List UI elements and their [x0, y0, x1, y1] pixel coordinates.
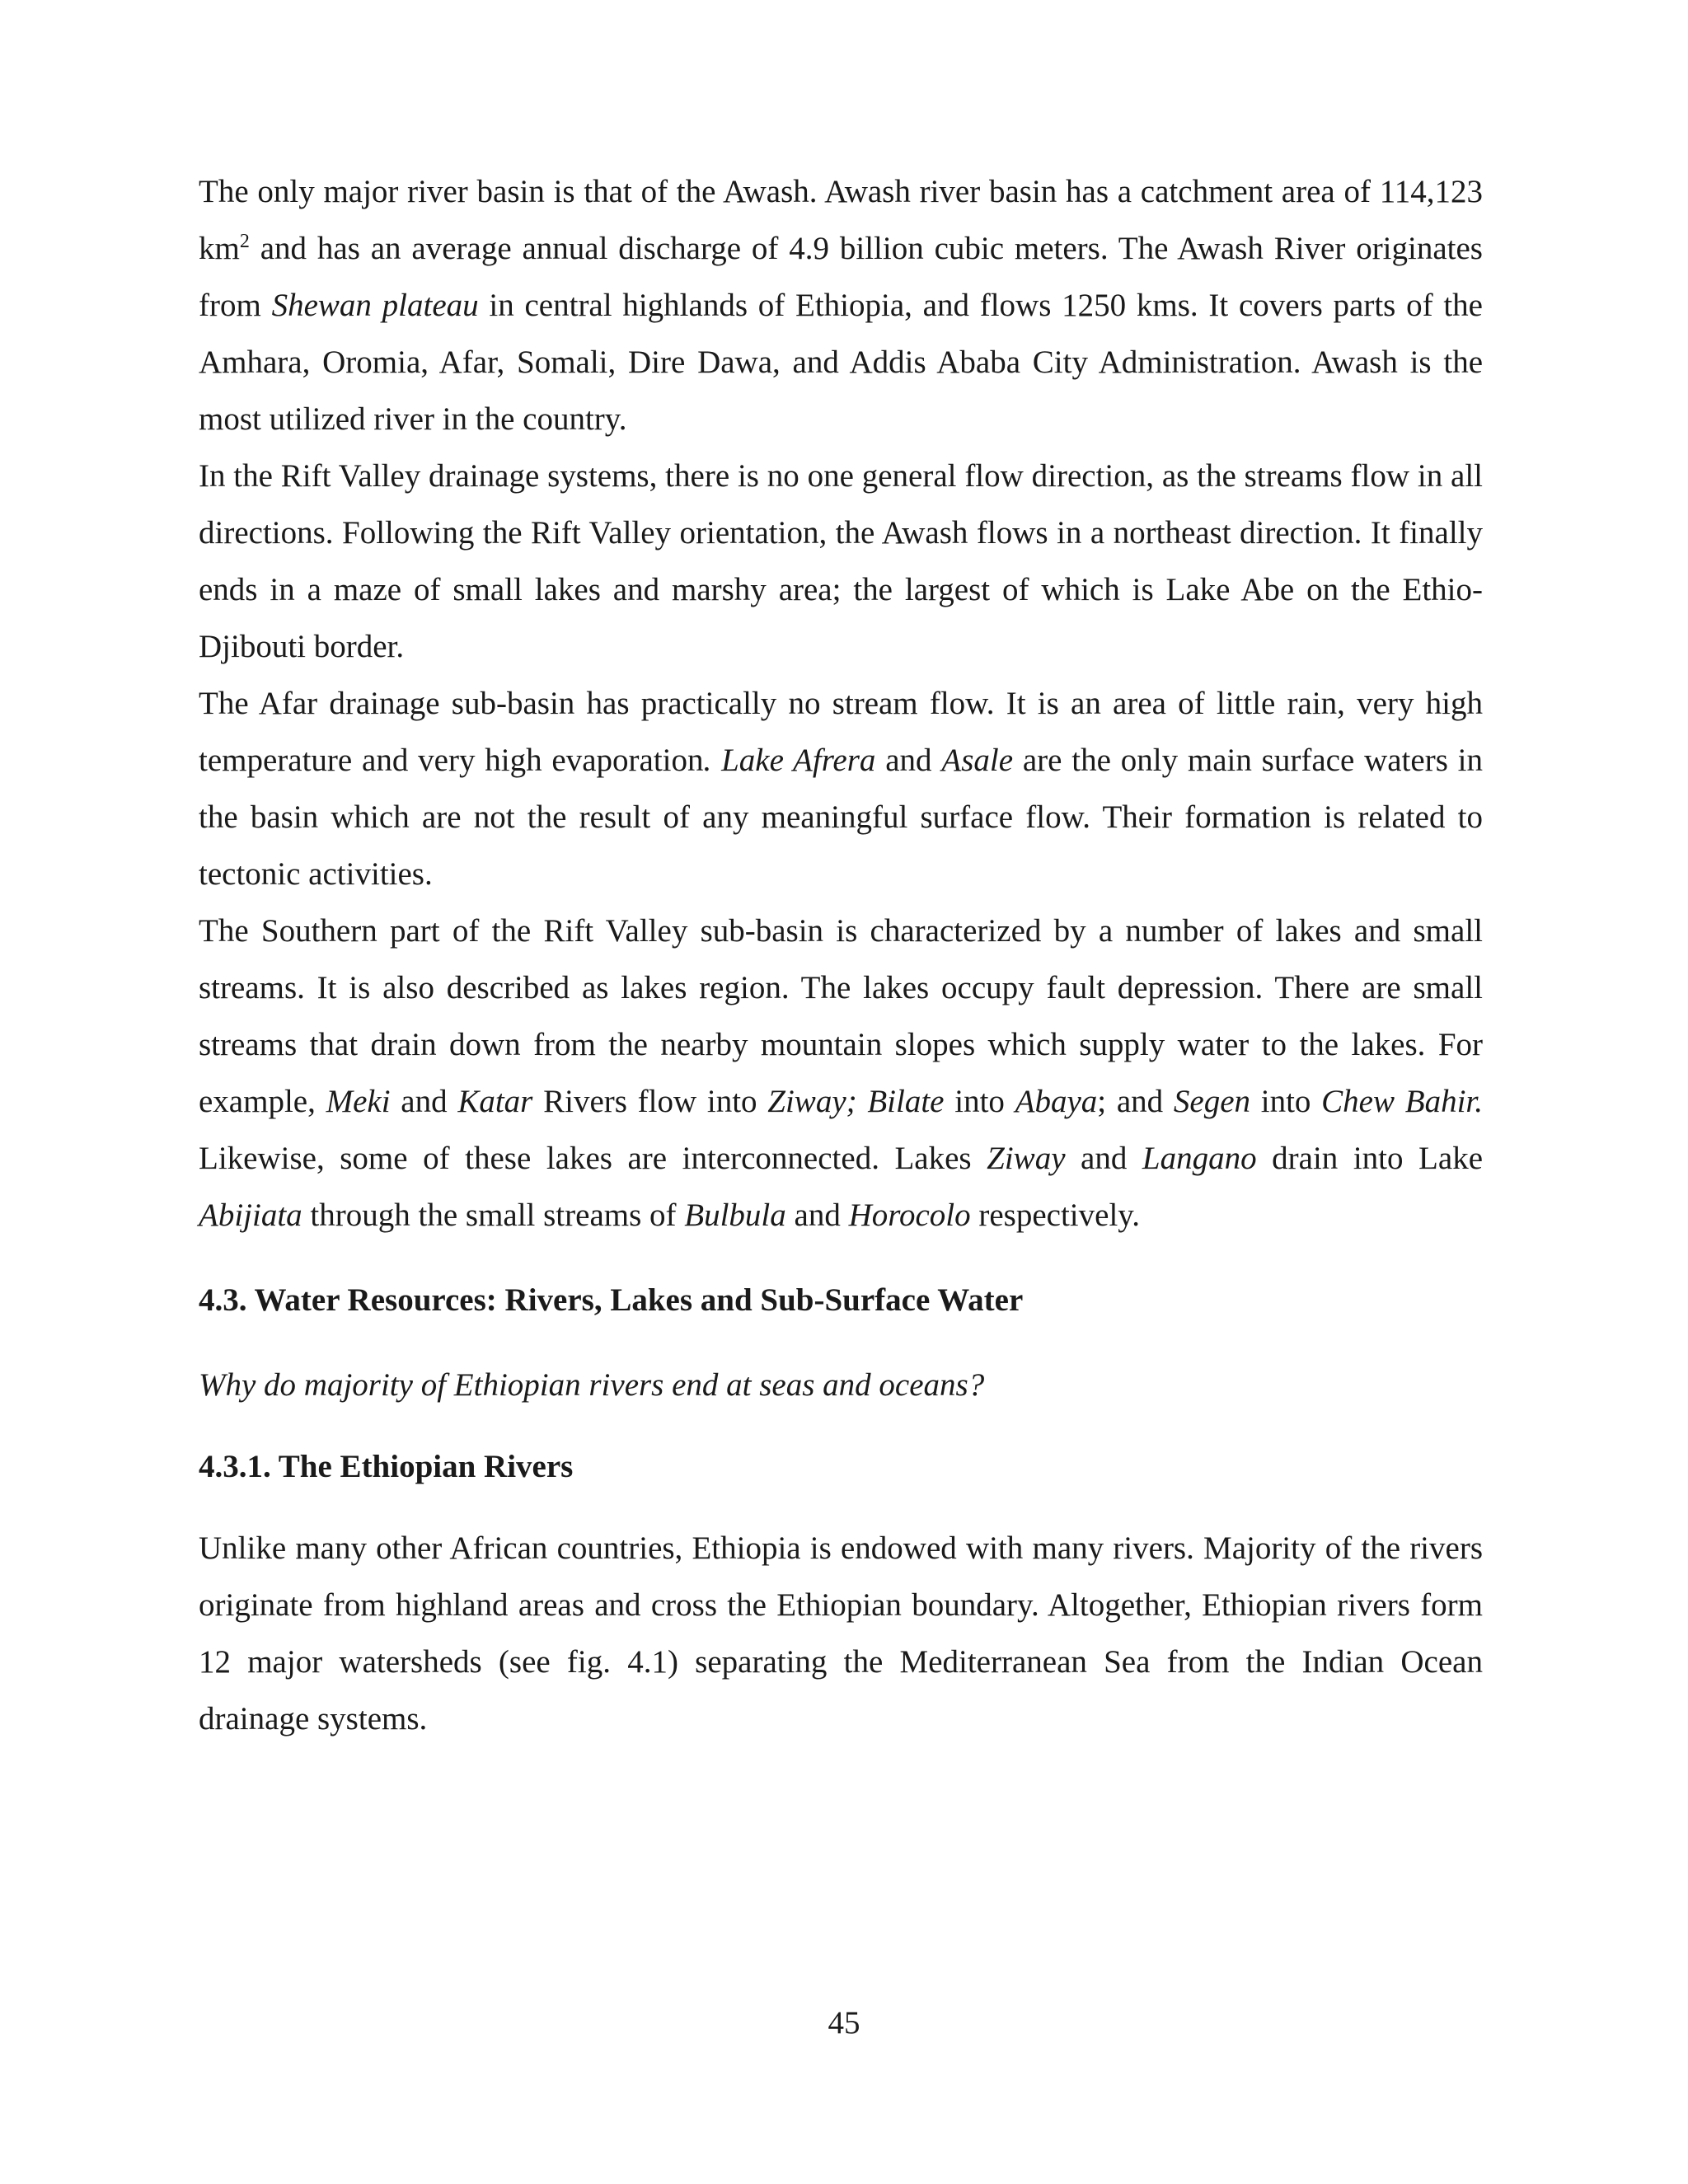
text-run: into — [944, 1084, 1015, 1119]
text-run: and — [1065, 1141, 1142, 1176]
paragraph-southern-rift — [199, 902, 1483, 1244]
italic-term: Segen — [1173, 1084, 1251, 1119]
text-run: Likewise, some of these lakes are interconnected. Lakes — [199, 1141, 987, 1176]
spacer — [199, 1413, 1483, 1438]
italic-term: . — [703, 743, 712, 778]
spacer — [199, 1329, 1483, 1357]
text-run: ; and — [1097, 1084, 1174, 1119]
italic-term: Abaya — [1015, 1084, 1098, 1119]
italic-term: Langano — [1142, 1141, 1257, 1176]
text-run: drain into Lake — [1256, 1141, 1484, 1176]
text-run: into — [1250, 1084, 1322, 1119]
spacer — [199, 1244, 1483, 1272]
paragraph-ethiopian-rivers: Unlike many other African countries, Ethiopia is endowed with many rivers. Majority of the rivers originate from highland areas and cross the Ethiopian boundary. Altogether, Ethiopian rivers form 12 major watersheds (see fig. 4.1) separating the Mediterranean Sea from the Indian Ocean drainage systems. — [199, 1530, 1483, 1736]
text-run: in central highlands of Ethiopia, and flows 1250 kms. It covers parts of the Amhara, Oromia, Afar, Somali, Dire Dawa, and Addis Ababa City Administration. Awash is the most utilized river in the country. — [199, 288, 1483, 437]
superscript: 2 — [239, 231, 250, 252]
text-run: Rivers flow into — [532, 1084, 768, 1119]
page-number: 45 — [828, 2005, 860, 2041]
italic-term: Katar — [457, 1084, 533, 1119]
italic-term: Asale — [941, 743, 1014, 778]
page-content — [199, 163, 1483, 1747]
italic-term: Chew Bahir. — [1321, 1084, 1484, 1119]
italic-term: Ziway; Bilate — [767, 1084, 945, 1119]
text-run: respectively. — [970, 1197, 1141, 1233]
paragraph-awash-basin — [199, 163, 1483, 448]
italic-term: Horocolo — [848, 1197, 971, 1233]
text-run: and — [875, 743, 942, 778]
paragraph-rift-valley: In the Rift Valley drainage systems, there is no one general flow direction, as the streams flow in all directions. Following the Rift Valley orientation, the Awash flows in a northeast direction. It finally ends in a maze of small lakes and marshy area; the largest of which is Lake Abe on the Ethio-Djibouti border. — [199, 458, 1483, 664]
section-heading: 4.3. Water Resources: Rivers, Lakes and Sub-Surface Water — [199, 1282, 1024, 1318]
italic-term: Lake Afrera — [721, 743, 876, 778]
italic-term: Ziway — [987, 1141, 1066, 1176]
text-run: and has an average annual discharge of 4.9 billion cubic meters. The Awash River originates from — [199, 231, 1483, 323]
italic-term: Meki — [326, 1084, 391, 1119]
spacer — [199, 1495, 1483, 1520]
text-run: through the small streams of — [302, 1197, 685, 1233]
italic-term: Bulbula — [684, 1197, 786, 1233]
italic-term: Shewan plateau — [271, 288, 479, 323]
paragraph-afar — [199, 675, 1483, 902]
text-run: and — [785, 1197, 849, 1233]
text-run — [711, 743, 721, 778]
text-run: The only major river basin is that of the Awash. Awash river basin has a catchment area of 114,123 km — [199, 174, 1483, 266]
text-run: and — [390, 1084, 458, 1119]
guiding-question: Why do majority of Ethiopian rivers end at seas and oceans? — [199, 1367, 985, 1403]
italic-term: Abijiata — [199, 1197, 302, 1233]
text-run: The Southern part of the Rift Valley sub-basin is characterized by a number of lakes and small streams. It is also described as lakes region. The lakes occupy fault depression. There are small streams that drain down from the nearby mountain slopes which supply water to the lakes. For example, — [199, 913, 1483, 1119]
subsection-heading: 4.3.1. The Ethiopian Rivers — [199, 1449, 574, 1484]
text-run: are the only main surface waters in the basin which are not the result of any meaningful surface flow. Their formation is related to tectonic activities. — [199, 743, 1484, 892]
text-run: The Afar drainage sub-basin has practically no stream flow. It is an area of little rain, very high temperature and very high evaporation — [199, 686, 1483, 778]
